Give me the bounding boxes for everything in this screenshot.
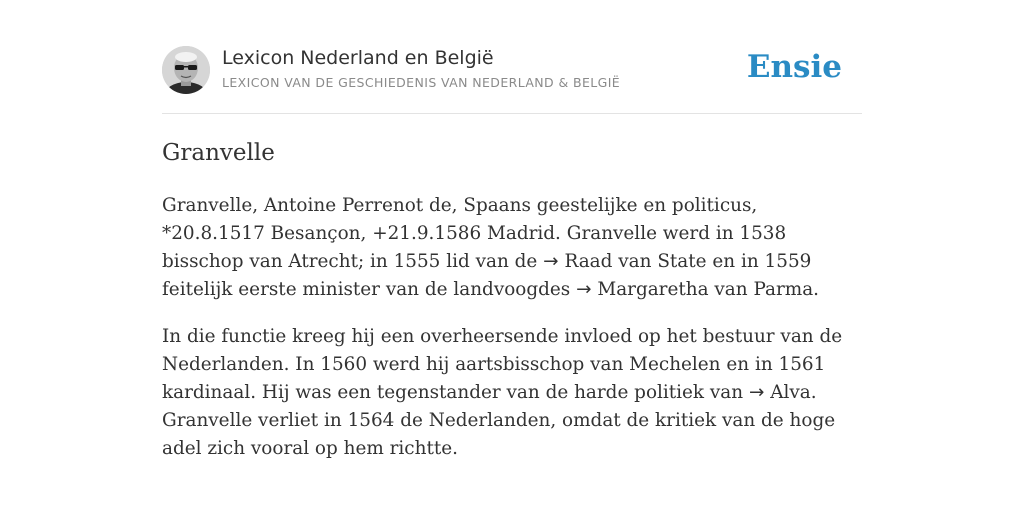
paragraph-text: en in 1559 feitelijk eerste minister van de landvoogdes <box>162 251 812 300</box>
author-portrait-icon <box>162 46 210 94</box>
link-raad-van-state[interactable]: Raad van State <box>564 251 707 272</box>
paragraph-text: In die functie kreeg hij een overheersende invloed op het bestuur van de Nederlanden. In 1560 werd hij aartsbisschop van Mechelen en in 1561 kardinaal. Hij was een tegenstander van de harde politiek van <box>162 326 843 403</box>
lexicon-header <box>162 46 862 114</box>
lexicon-subtitle: LEXICON VAN DE GESCHIEDENIS VAN NEDERLAND & BELGIË <box>222 75 621 90</box>
link-arrow-icon: → <box>543 251 559 272</box>
paragraph-text: Granvelle, Antoine Perrenot de, Spaans geestelijke en politicus, *20.8.1517 Besançon, +21.9.1586 Madrid. Granvelle werd in 1538 bisschop van Atrecht; in 1555 lid van de <box>162 195 787 272</box>
entry-paragraph-1 <box>162 192 862 304</box>
link-arrow-icon: → <box>576 279 592 300</box>
link-arrow-icon: → <box>748 382 765 403</box>
entry-title: Granvelle <box>162 140 275 166</box>
entry-paragraph-2 <box>162 323 862 463</box>
entry-card <box>162 46 862 463</box>
link-margaretha-van-parma[interactable]: Margaretha van Parma <box>597 279 814 300</box>
lexicon-title[interactable]: Lexicon Nederland en België <box>222 47 494 69</box>
ensie-logo[interactable]: Ensie <box>746 49 842 85</box>
paragraph-text: . Granvelle verliet in 1564 de Nederlanden, omdat de kritiek van de hoge adel zich vooral op hem richtte. <box>162 382 836 459</box>
author-avatar[interactable] <box>162 46 210 94</box>
link-alva[interactable]: Alva <box>770 382 811 403</box>
paragraph-text: . <box>813 279 820 300</box>
